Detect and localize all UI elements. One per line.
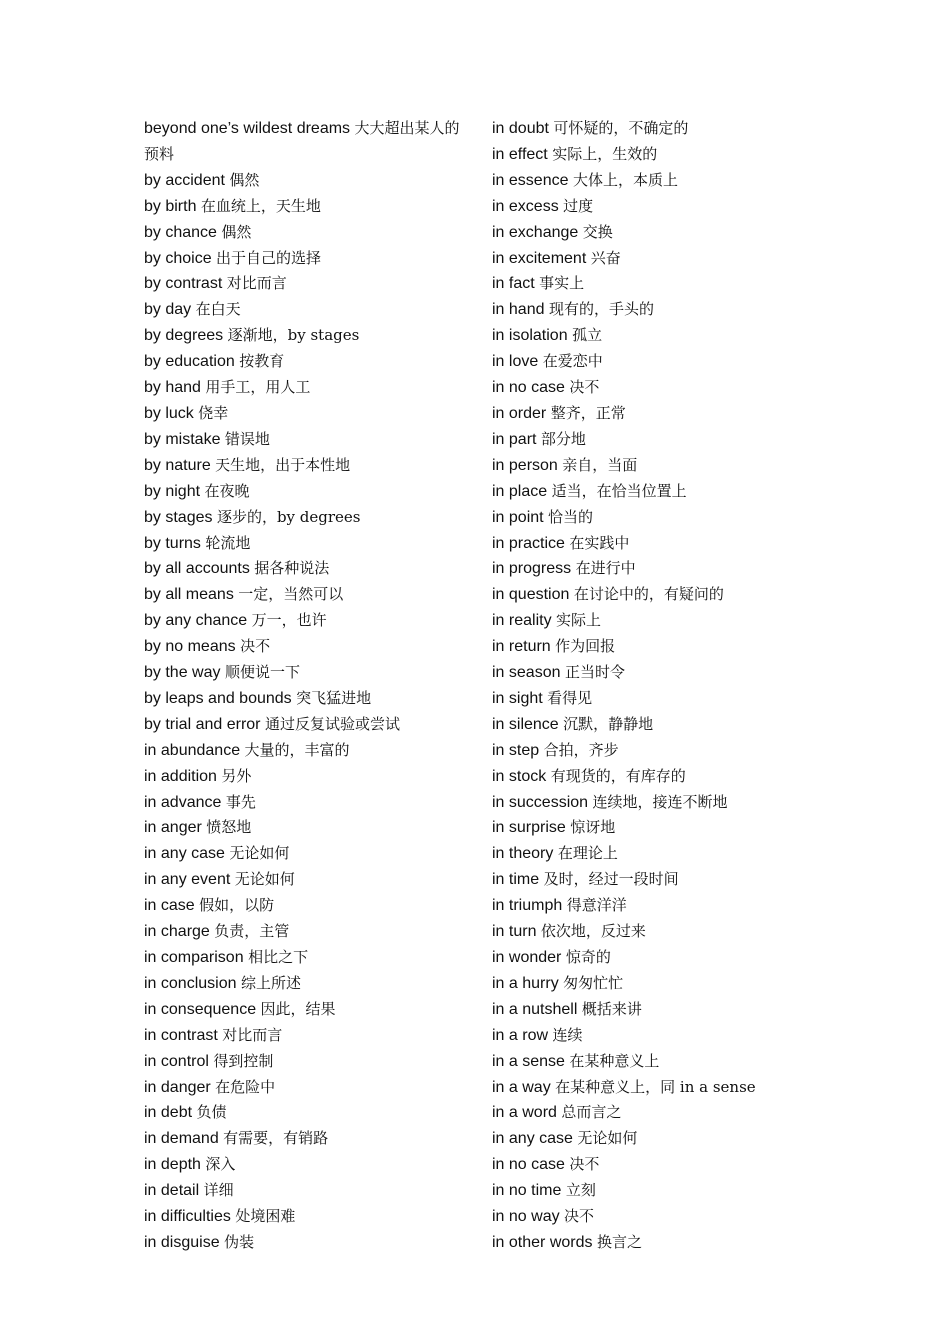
phrase-entry (144, 867, 462, 893)
phrase-english: in consequence (144, 1000, 257, 1018)
phrase-chinese: 得到控制 (213, 1051, 274, 1070)
phrase-chinese: 恰当的 (548, 507, 594, 526)
phrase-entry (492, 505, 792, 531)
phrase-chinese: 无论如何 (577, 1129, 638, 1148)
phrase-entry (144, 427, 462, 453)
phrase-english: in a word (492, 1104, 557, 1122)
phrase-entry (144, 686, 462, 712)
phrase-english: in debt (144, 1104, 193, 1122)
phrase-entry (144, 1204, 462, 1230)
phrase-chinese: 立刻 (565, 1181, 596, 1200)
phrase-english: in triumph (492, 897, 563, 915)
phrase-chinese: 沉默，静静地 (563, 714, 654, 733)
phrase-english: in a sense (492, 1052, 565, 1070)
phrase-chinese: 概括来讲 (581, 999, 642, 1018)
phrase-chinese: 惊奇的 (565, 948, 611, 966)
phrase-english: in essence (492, 171, 569, 189)
phrase-english: in point (492, 508, 544, 526)
phrase-english: in silence (492, 715, 559, 733)
phrase-english: in isolation (492, 327, 568, 345)
phrase-chinese: 大体上，本质上 (572, 170, 678, 189)
phrase-chinese: 实际上，生效的 (552, 144, 658, 163)
phrase-chinese: 有需要，有销路 (223, 1129, 329, 1148)
phrase-chinese: 天生地，出于本性地 (215, 455, 351, 474)
phrase-english: by trial and error (144, 715, 261, 733)
phrase-entry (144, 453, 462, 479)
phrase-entry (492, 142, 792, 168)
phrase-entry (492, 686, 792, 712)
phrase-english: by choice (144, 249, 212, 267)
phrase-entry (492, 841, 792, 867)
phrase-english: in depth (144, 1156, 201, 1174)
phrase-english: by birth (144, 197, 197, 215)
phrase-chinese: 合拍，齐步 (543, 740, 619, 759)
phrase-chinese: 侥幸 (198, 403, 229, 422)
phrase-english: in order (492, 404, 547, 422)
phrase-english: in part (492, 430, 537, 448)
phrase-chinese: 有现货的，有库存的 (550, 766, 686, 785)
phrase-english: by day (144, 301, 192, 319)
phrase-entry (492, 194, 792, 220)
phrase-entry (492, 1075, 792, 1101)
phrase-chinese: 适当，在恰当位置上 (551, 481, 687, 500)
phrase-english: in exchange (492, 223, 579, 241)
phrase-english: in demand (144, 1130, 219, 1148)
phrase-chinese: 事实上 (539, 274, 585, 293)
phrase-entry (492, 764, 792, 790)
phrase-chinese: 对比而言 (222, 1025, 283, 1044)
phrase-chinese: 无论如何 (229, 844, 290, 863)
phrase-entry (492, 1100, 792, 1126)
phrase-entry (144, 556, 462, 582)
phrase-chinese: 整齐，正常 (550, 403, 626, 422)
phrase-entry (492, 427, 792, 453)
phrase-entry (144, 220, 462, 246)
phrase-english: by nature (144, 456, 211, 474)
phrase-entry (492, 220, 792, 246)
phrase-chinese: 过度 (563, 196, 594, 215)
phrase-entry (492, 867, 792, 893)
phrase-chinese: 负债 (196, 1103, 227, 1122)
phrase-english: in practice (492, 534, 565, 552)
phrase-chinese: 现有的，手头的 (548, 300, 654, 319)
phrase-english: in no case (492, 379, 565, 397)
phrase-english: in succession (492, 793, 589, 811)
phrase-entry (144, 815, 462, 841)
phrase-entry (144, 375, 462, 401)
phrase-english: in effect (492, 145, 548, 163)
phrase-entry (144, 660, 462, 686)
phrase-entry (492, 349, 792, 375)
phrase-chinese: 实际上 (556, 611, 602, 630)
phrase-english: by chance (144, 223, 217, 241)
phrase-english: in disguise (144, 1233, 220, 1251)
phrase-english: in theory (492, 845, 554, 863)
phrase-entry (492, 738, 792, 764)
phrase-english: in a way (492, 1078, 551, 1096)
phrase-english: in detail (144, 1182, 200, 1200)
phrase-entry (492, 401, 792, 427)
phrase-entry (144, 271, 462, 297)
phrase-entry (492, 323, 792, 349)
phrase-entry (492, 556, 792, 582)
phrase-chinese: 及时，经过一段时间 (543, 870, 679, 889)
phrase-chinese: 在讨论中的，有疑问的 (573, 585, 724, 604)
phrase-chinese: 可怀疑的，不确定的 (553, 119, 689, 137)
phrase-entry (492, 453, 792, 479)
phrase-chinese: 连续 (552, 1025, 583, 1044)
phrase-entry (492, 608, 792, 634)
phrase-english: in any case (492, 1130, 573, 1148)
phrase-chinese: 看得见 (547, 688, 593, 707)
phrase-chinese: 详细 (203, 1181, 234, 1200)
phrase-entry (492, 1152, 792, 1178)
phrase-english: in question (492, 586, 570, 604)
phrase-chinese: 错误地 (224, 429, 270, 448)
phrase-entry (144, 790, 462, 816)
phrase-chinese: 据各种说法 (254, 559, 330, 578)
phrase-entry (144, 1230, 462, 1256)
phrase-entry (144, 505, 462, 531)
phrase-english: in no time (492, 1182, 562, 1200)
phrase-english: in addition (144, 767, 217, 785)
phrase-english: in advance (144, 793, 222, 811)
phrase-chinese: 逐步的，by degrees (216, 507, 361, 526)
phrase-entry (492, 712, 792, 738)
phrase-entry (144, 945, 462, 971)
phrase-english: in a nutshell (492, 1000, 578, 1018)
phrase-entry (492, 660, 792, 686)
phrase-english: in turn (492, 923, 537, 941)
phrase-english: in place (492, 482, 548, 500)
phrase-english: by mistake (144, 430, 221, 448)
phrase-entry (492, 945, 792, 971)
phrase-english: in person (492, 456, 558, 474)
left-column (144, 116, 462, 1256)
phrase-chinese: 亲自，当面 (562, 455, 638, 474)
phrase-entry (144, 971, 462, 997)
phrase-entry (144, 401, 462, 427)
phrase-entry (144, 349, 462, 375)
phrase-chinese: 处境困难 (235, 1207, 296, 1226)
phrase-chinese: 在某种意义上，同 in a sense (555, 1077, 756, 1096)
phrase-chinese: 在某种意义上 (569, 1051, 660, 1070)
phrase-english: in surprise (492, 819, 566, 837)
phrase-entry (144, 841, 462, 867)
phrase-english: in charge (144, 923, 210, 941)
phrase-entry (492, 971, 792, 997)
phrase-entry (144, 1126, 462, 1152)
phrase-entry (144, 116, 462, 168)
phrase-chinese: 突飞猛进地 (296, 688, 372, 707)
phrase-chinese: 另外 (221, 766, 252, 785)
phrase-entry (492, 246, 792, 272)
phrase-chinese: 决不 (569, 1155, 600, 1174)
phrase-chinese: 按教育 (239, 352, 285, 371)
phrase-chinese: 事先 (225, 792, 256, 811)
phrase-english: by leaps and bounds (144, 689, 292, 707)
phrase-english: in any case (144, 845, 225, 863)
phrase-chinese: 在夜晚 (204, 481, 250, 500)
phrase-chinese: 决不 (564, 1207, 595, 1226)
phrase-english: by education (144, 353, 235, 371)
phrase-chinese: 换言之 (596, 1232, 642, 1251)
phrase-chinese: 偶然 (221, 222, 252, 241)
phrase-english: by hand (144, 379, 201, 397)
phrase-entry (144, 246, 462, 272)
phrase-chinese: 作为回报 (555, 637, 616, 656)
phrase-chinese: 一定，当然可以 (238, 585, 344, 604)
phrase-english: in danger (144, 1078, 211, 1096)
phrase-english: by any chance (144, 612, 248, 630)
phrase-chinese: 愤怒地 (206, 818, 252, 837)
phrase-chinese: 兴奋 (590, 248, 621, 267)
phrase-english: in no case (492, 1156, 565, 1174)
phrase-entry (144, 1100, 462, 1126)
phrase-english: by luck (144, 404, 194, 422)
phrase-english: in excess (492, 197, 559, 215)
phrase-english: in return (492, 638, 551, 656)
phrase-chinese: 因此，结果 (260, 999, 336, 1018)
phrase-chinese: 伪装 (224, 1232, 255, 1251)
phrase-english: in sight (492, 689, 543, 707)
phrase-chinese: 大大超出某人的预料 (144, 119, 460, 163)
phrase-entry (144, 297, 462, 323)
phrase-english: in hand (492, 301, 545, 319)
phrase-english: beyond one’s wildest dreams (144, 120, 351, 137)
phrase-chinese: 通过反复试验或尝试 (264, 714, 400, 733)
phrase-english: in fact (492, 275, 535, 293)
phrase-chinese: 孤立 (572, 326, 603, 345)
phrase-entry (144, 479, 462, 505)
phrase-chinese: 出于自己的选择 (216, 248, 322, 267)
phrase-entry (492, 634, 792, 660)
phrase-chinese: 在理论上 (557, 844, 618, 863)
phrase-english: in season (492, 664, 561, 682)
phrase-english: by accident (144, 171, 225, 189)
phrase-chinese: 在爱恋中 (542, 352, 603, 371)
phrase-entry (492, 582, 792, 608)
phrase-english: in step (492, 741, 540, 759)
phrase-english: in conclusion (144, 974, 237, 992)
phrase-entry (492, 893, 792, 919)
phrase-chinese: 对比而言 (226, 274, 287, 293)
phrase-entry (492, 1126, 792, 1152)
phrase-english: by stages (144, 508, 213, 526)
phrase-english: in reality (492, 612, 552, 630)
phrase-entry (492, 271, 792, 297)
phrase-entry (492, 1023, 792, 1049)
phrase-english: by the way (144, 664, 221, 682)
phrase-chinese: 逐渐地，by stages (227, 326, 360, 345)
phrase-chinese: 负责，主管 (214, 922, 290, 941)
phrase-chinese: 在危险中 (215, 1077, 276, 1096)
phrase-entry (492, 1204, 792, 1230)
phrase-english: in anger (144, 819, 202, 837)
phrase-entry (144, 1075, 462, 1101)
phrase-chinese: 总而言之 (561, 1103, 622, 1122)
phrase-entry (144, 194, 462, 220)
phrase-english: in love (492, 353, 539, 371)
phrase-english: in time (492, 871, 540, 889)
phrase-english: in excitement (492, 249, 587, 267)
phrase-english: in wonder (492, 949, 562, 966)
phrase-chinese: 连续地，接连不断地 (592, 792, 728, 811)
phrase-entry (144, 997, 462, 1023)
phrase-chinese: 决不 (569, 378, 600, 397)
phrase-entry (492, 1178, 792, 1204)
phrase-chinese: 在血统上，天生地 (200, 196, 321, 215)
phrase-english: by all means (144, 586, 234, 604)
phrase-chinese: 交换 (582, 222, 613, 241)
phrase-english: in case (144, 897, 195, 915)
right-column (492, 116, 792, 1256)
phrase-entry (144, 323, 462, 349)
phrase-english: in abundance (144, 741, 241, 759)
phrase-chinese: 相比之下 (248, 948, 309, 966)
phrase-entry (492, 997, 792, 1023)
phrase-chinese: 惊讶地 (570, 818, 616, 837)
phrase-chinese: 轮流地 (205, 533, 251, 552)
phrase-chinese: 匆匆忙忙 (563, 973, 624, 992)
phrase-english: in contrast (144, 1026, 218, 1044)
phrase-chinese: 得意洋洋 (566, 896, 627, 915)
phrase-english: by night (144, 482, 201, 500)
phrase-chinese: 在白天 (195, 300, 241, 319)
phrase-entry (144, 919, 462, 945)
phrase-entry (144, 168, 462, 194)
phrase-entry (144, 531, 462, 557)
phrase-chinese: 在进行中 (575, 559, 636, 578)
phrase-english: in any event (144, 871, 231, 889)
phrase-entry (144, 764, 462, 790)
phrase-entry (144, 608, 462, 634)
phrase-chinese: 正当时令 (564, 663, 625, 682)
phrase-entry (492, 1230, 792, 1256)
phrase-entry (492, 168, 792, 194)
phrase-english: by turns (144, 534, 201, 552)
phrase-entry (492, 919, 792, 945)
phrase-english: by contrast (144, 275, 223, 293)
phrase-chinese: 深入 (205, 1155, 236, 1174)
phrase-entry (144, 634, 462, 660)
phrase-chinese: 顺便说一下 (224, 663, 300, 682)
phrase-english: by all accounts (144, 560, 250, 578)
phrase-entry (492, 479, 792, 505)
phrase-english: in other words (492, 1233, 593, 1251)
phrase-entry (144, 712, 462, 738)
phrase-chinese: 假如，以防 (199, 896, 275, 915)
phrase-chinese: 综上所述 (240, 973, 301, 992)
phrase-entry (144, 1049, 462, 1075)
phrase-english: by degrees (144, 327, 224, 345)
phrase-english: in stock (492, 767, 547, 785)
phrase-english: in difficulties (144, 1208, 231, 1226)
phrase-entry (492, 116, 792, 142)
phrase-entry (492, 815, 792, 841)
phrase-english: in no way (492, 1208, 560, 1226)
phrase-english: in doubt (492, 120, 549, 137)
phrase-entry (144, 582, 462, 608)
phrase-chinese: 在实践中 (569, 533, 630, 552)
phrase-chinese: 决不 (240, 637, 271, 656)
phrase-chinese: 部分地 (540, 429, 586, 448)
phrase-entry (144, 893, 462, 919)
phrase-english: in a row (492, 1026, 549, 1044)
phrase-chinese: 万一，也许 (251, 611, 327, 630)
phrase-english: by no means (144, 638, 236, 656)
phrase-entry (492, 1049, 792, 1075)
phrase-chinese: 依次地，反过来 (540, 922, 646, 941)
phrase-english: in control (144, 1052, 209, 1070)
phrase-chinese: 无论如何 (234, 870, 295, 889)
phrase-entry (144, 1152, 462, 1178)
phrase-english: in comparison (144, 949, 244, 966)
phrase-entry (492, 375, 792, 401)
phrase-english: in a hurry (492, 974, 559, 992)
phrase-chinese: 偶然 (229, 170, 260, 189)
phrase-chinese: 大量的，丰富的 (244, 740, 350, 759)
phrase-chinese: 用手工，用人工 (205, 378, 311, 397)
phrase-entry (492, 297, 792, 323)
phrase-entry (144, 738, 462, 764)
phrase-entry (144, 1023, 462, 1049)
phrase-entry (492, 531, 792, 557)
phrase-entry (144, 1178, 462, 1204)
phrase-english: in progress (492, 560, 572, 578)
phrase-entry (492, 790, 792, 816)
